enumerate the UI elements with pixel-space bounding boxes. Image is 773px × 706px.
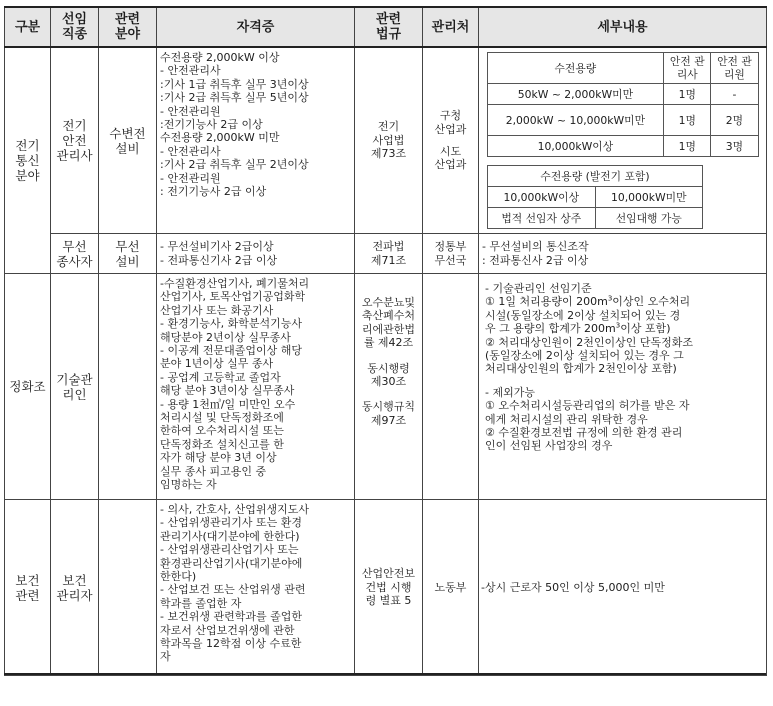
capacity-cell: 3명 (711, 136, 758, 157)
capacity-row (487, 105, 758, 136)
field-substation: 수변전 설비 (99, 47, 157, 234)
header-appointment-type: 선임 직종 (51, 7, 99, 47)
type-radio-operator: 무선 종사자 (51, 234, 99, 274)
authority-septic-empty (423, 274, 479, 500)
details-electric (479, 47, 767, 234)
field-health-empty (99, 500, 157, 676)
table-row-electric-safety (5, 47, 767, 234)
authority-electric: 구청 산업과 시도 산업과 (423, 47, 479, 234)
law-occupational-safety: 산업안전보 건법 시행 령 별표 5 (355, 500, 423, 676)
capacity-header-manager: 안전 관리사 (664, 53, 711, 84)
type-electric-safety: 전기 안전 관리사 (51, 47, 99, 234)
capacity-row (487, 84, 758, 105)
type-technical-manager: 기술관 리인 (51, 274, 99, 500)
capacity-header-row (487, 53, 758, 84)
capacity-header-staff: 안전 관리원 (711, 53, 758, 84)
law-electric-business-act: 전기 사업법 제73조 (355, 47, 423, 234)
field-septic-empty (99, 274, 157, 500)
cert-health: - 의사, 간호사, 산업위생지도사 - 산업위생관리기사 또는 환경 관리기사(대기분야에 한한다) - 산업위생관리산업기사 또는 환경관리산업기사(대기분야에 한한다) - 산업보건 또는 산업위생 관련 학과를 졸업한 자 - 보건위생 관련학과를 졸업한 자로서 산업보건위생에 관한 학과목을 12학점 이상 수료한 자 (157, 500, 355, 676)
capacity-cell: 2명 (711, 105, 758, 136)
header-field: 관련 분야 (99, 7, 157, 47)
capacity-staff-table (487, 52, 759, 157)
generator-header-row (488, 166, 703, 187)
header-row (5, 7, 767, 47)
capacity-cell: 10,000kW이상 (487, 136, 664, 157)
table-row-radio (5, 234, 767, 274)
header-certificate: 자격증 (157, 7, 355, 47)
generator-cell: 10,000kW미만 (595, 187, 703, 208)
capacity-cell: 2,000kW ~ 10,000kW미만 (487, 105, 664, 136)
table-row-septic (5, 274, 767, 500)
generator-capacity-table (487, 165, 703, 229)
details-septic: - 기술관리인 선임기준 ① 1일 처리용량이 $200m^3$이상인 오수처리 시설(동일장소에 2이상 설치되어 있는 경 우 그 용량의 합계가 $200m^3$이상 포함) ② 처리대상인원이 2천인이상인 단독정화조 (동일장소에 2이상 설치되어 있는 경우 그 처리대상인원의 합계가 2천인이상 포함) - 제외가능 ① 오수처리시설등관리업의 허가를 받은 자 에게 처리시설의 관리 위탁한 경우 ② 수질환경보전법 규정에 의한 환경 관리 인이 선임된 사업장의 경우 (479, 274, 767, 500)
generator-cols-row (488, 187, 703, 208)
table-row-health (5, 500, 767, 676)
cert-septic: -수질환경산업기사, 폐기물처리 산업기사, 토목산업기공업화학 산업기사 또는 화공기사 - 환경기능사, 화학분석기능사 해당분야 2년이상 실무종사 - 이공계 전문대졸업이상 해당 분야 1년이상 실무 종사 - 공업계 고등학교 졸업자 해당 분야 3년이상 실무종사 - 용량 1천㎥/일 미만인 오수 처리시설 및 단독정화조에 한하여 오수처리시설 또는 단독정화조 설치신고를 한 자가 해당 분야 3년 이상 실무 종사 피고용인 중 임명하는 자 (157, 274, 355, 500)
field-radio-equipment: 무선 설비 (99, 234, 157, 274)
category-electric: 전기 통신 분야 (5, 47, 51, 274)
header-details: 세부내용 (479, 7, 767, 47)
capacity-row (487, 136, 758, 157)
generator-vals-row (488, 208, 703, 229)
generator-cell: 10,000kW이상 (488, 187, 596, 208)
generator-cell: 선임대행 가능 (595, 208, 703, 229)
capacity-header-label: 수전용량 (487, 53, 664, 84)
type-health-manager: 보건 관리자 (51, 500, 99, 676)
authority-radio: 정통부 무선국 (423, 234, 479, 274)
capacity-cell: 50kW ~ 2,000kW미만 (487, 84, 664, 105)
category-septic: 정화조 (5, 274, 51, 500)
header-law: 관련 법규 (355, 7, 423, 47)
header-category: 구분 (5, 7, 51, 47)
details-radio: - 무선설비의 통신조작 : 전파통신사 2급 이상 (479, 234, 767, 274)
category-health: 보건 관련 (5, 500, 51, 676)
header-authority: 관리처 (423, 7, 479, 47)
cert-electric-safety: 수전용량 2,000kW 이상 - 안전관리사 :기사 1급 취득후 실무 3년이상 :기사 2급 취득후 실무 5년이상 - 안전관리원 :전기기능사 2급 이상 수전용량 2,000kW 미만 - 안전관리사 :기사 2급 취득후 실무 2년이상 - 안전관리원 : 전기기능사 2급 이상 (157, 47, 355, 234)
generator-header: 수전용량 (발전기 포함) (488, 166, 703, 187)
authority-health: 노동부 (423, 500, 479, 676)
qualification-table (4, 6, 767, 676)
capacity-cell: 1명 (664, 105, 711, 136)
cert-radio: - 무선설비기사 2급이상 - 전파통신기사 2급 이상 (157, 234, 355, 274)
law-septic: 오수분뇨및 축산폐수처 리에관한법 률 제42조 동시행령 제30조 동시행규칙 제97조 (355, 274, 423, 500)
table-bottom-rule (4, 673, 766, 675)
capacity-cell: 1명 (664, 84, 711, 105)
capacity-cell: 1명 (664, 136, 711, 157)
generator-cell: 법적 선임자 상주 (488, 208, 596, 229)
law-radio-act: 전파법 제71조 (355, 234, 423, 274)
details-health: -상시 근로자 50인 이상 5,000인 미만 (479, 500, 767, 676)
capacity-cell: - (711, 84, 758, 105)
